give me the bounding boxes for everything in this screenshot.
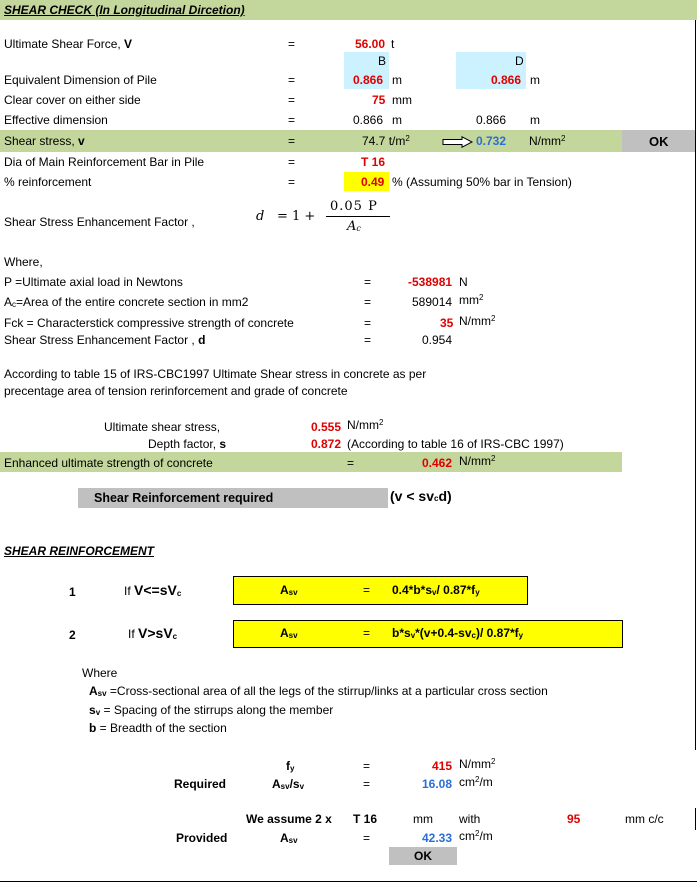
effective-dim-b-value: 0.866 — [353, 113, 384, 127]
provided-status: OK — [414, 849, 432, 863]
assume-spacing: 95 — [567, 812, 581, 826]
shear-force-label: Ultimate Shear Force, V — [4, 37, 133, 51]
case-2-lhs: $A_{sv}$ — [280, 626, 298, 640]
d-eq: = — [364, 333, 372, 347]
legend-asv: $A_{sv}$ =Cross-sectional area of all the legs of the stirrup/links at a particular cross section — [89, 684, 548, 698]
dia-bar-label: Dia of Main Reinforcement Bar in Pile — [4, 155, 205, 169]
legend-sv: $s_v$ = Spacing of the stirrups along the member — [89, 703, 334, 717]
case-1-num: 1 — [69, 585, 76, 599]
reinf-required-label: Shear Reinforcement required — [94, 491, 274, 505]
enhanced-eq: = — [347, 456, 355, 470]
assume-unit: mm — [413, 812, 433, 826]
effective-dim-d-unit: m — [530, 113, 540, 127]
right-border — [695, 20, 696, 750]
assume-label: We assume 2 x — [246, 812, 332, 826]
col-b-header: B — [378, 54, 387, 68]
depth-factor-label: Depth factor, s — [148, 437, 227, 451]
shear-stress-label: Shear stress, v — [4, 134, 85, 148]
case-1-cond: If $V<=sV_c$ — [124, 582, 182, 598]
ac-value: 589014 — [412, 295, 453, 309]
legend-heading: Where — [82, 666, 118, 680]
bottom-border — [0, 881, 697, 882]
clear-cover-label: Clear cover on either side — [4, 93, 141, 107]
case-1-rhs: $0.4*b*s_v/$ $0.87*f_y$ — [392, 583, 480, 597]
formula-one: = 1 + — [277, 209, 316, 224]
shear-force-value: 56.00 — [355, 37, 386, 51]
arrow-right-icon — [442, 136, 474, 148]
provided-value: 42.33 — [422, 831, 453, 845]
assume-with: with — [459, 812, 481, 826]
required-sym: $A_{sv}/s_v$ — [272, 777, 305, 791]
table-note-1: According to table 15 of IRS-CBC1997 Ultimate Shear stress in concrete as per — [4, 367, 427, 381]
ult-shear-label: Ultimate shear stress, — [104, 420, 221, 434]
formula-fraction-bar — [326, 216, 390, 217]
clear-cover-eq: = — [288, 93, 296, 107]
fck-label: Fck = Characterstick compressive strength of concrete — [4, 316, 294, 330]
case-1-lhs: $A_{sv}$ — [280, 583, 298, 597]
formula-num: 0.05 P — [330, 199, 378, 214]
section-title: SHEAR REINFORCEMENT — [4, 544, 155, 558]
table-note-2: precentage area of tension rerinforcement and grade of concrete — [4, 384, 348, 398]
case-1-formula-box — [233, 576, 528, 605]
page-title: SHEAR CHECK (In Longitudinal Dircetion) — [4, 3, 245, 17]
depth-factor-note: (According to table 16 of IRS-CBC 1997) — [347, 437, 564, 451]
legend-b: b = Breadth of the section — [89, 721, 227, 735]
shear-force-unit: t — [391, 37, 395, 51]
p-value: -538981 — [408, 275, 453, 289]
equiv-dim-b-unit: m — [392, 73, 402, 87]
percent-reinf-note: % (Assuming 50% bar in Tension) — [392, 175, 572, 189]
reinf-required-cond: $(v < sv_cd)$ — [390, 488, 452, 504]
required-value: 16.08 — [422, 777, 453, 791]
p-label: P =Ultimate axial load in Newtons — [4, 275, 183, 289]
ac-unit: $mm^2$ — [459, 293, 484, 307]
shear-stress-conv-value: 0.732 — [476, 134, 507, 148]
shear-stress-conv-unit: $N/mm^2$ — [529, 134, 566, 148]
assume-spacing-unit: mm c/c — [625, 812, 664, 826]
p-eq: = — [364, 275, 372, 289]
enhanced-unit: $N/mm^2$ — [459, 454, 496, 468]
effective-dim-b-unit: m — [392, 113, 402, 127]
case-2-num: 2 — [69, 628, 76, 642]
required-eq: = — [363, 777, 371, 791]
equiv-dim-eq: = — [288, 73, 296, 87]
effective-dim-eq: = — [288, 113, 296, 127]
case-2-eq: = — [363, 626, 371, 640]
dia-bar-eq: = — [288, 155, 296, 169]
enhanced-value: 0.462 — [422, 456, 453, 470]
ac-eq: = — [364, 295, 372, 309]
required-unit: $cm^2/m$ — [459, 775, 493, 789]
effective-dim-label: Effective dimension — [4, 113, 108, 127]
d-label: Shear Stress Enhancement Factor , d — [4, 333, 206, 347]
provided-eq: = — [363, 831, 371, 845]
formula-lhs: d — [256, 209, 265, 224]
shear-stress-eq: = — [288, 134, 296, 148]
depth-factor-value: 0.872 — [311, 437, 342, 451]
ult-shear-unit: $N/mm^2$ — [347, 418, 384, 432]
dia-bar-value: T 16 — [361, 155, 386, 169]
d-value: 0.954 — [422, 333, 453, 347]
percent-reinf-label: % reinforcement — [4, 175, 92, 189]
case-2-rhs: $b*s_v*(v+0.4-sv_c)/$ $0.87*f_y$ — [392, 626, 524, 640]
equiv-dim-d-unit: m — [530, 73, 540, 87]
ult-shear-value: 0.555 — [311, 420, 342, 434]
where-heading: Where, — [4, 255, 43, 269]
fck-unit: $N/mm^2$ — [459, 314, 496, 328]
shear-stress-value: 74.7 $t/m^2$ — [362, 134, 410, 148]
case-2-cond: If $V>sV_c$ — [128, 625, 178, 641]
provided-sym: $A_{sv}$ — [280, 831, 298, 845]
fy-eq: = — [363, 759, 371, 773]
fy-unit: $N/mm^2$ — [459, 757, 496, 771]
clear-cover-unit: mm — [392, 93, 412, 107]
fck-value: 35 — [440, 316, 454, 330]
fck-eq: = — [364, 316, 372, 330]
equiv-dim-b-value: 0.866 — [353, 73, 384, 87]
fy-value: 415 — [432, 759, 453, 773]
assume-right-border — [695, 808, 696, 830]
shear-stress-status: OK — [649, 134, 669, 149]
clear-cover-value: 75 — [372, 93, 386, 107]
p-unit: N — [459, 275, 468, 289]
ac-label: $A_c=Area$ of the entire concrete section in mm2 — [4, 295, 249, 309]
provided-label: Provided — [176, 831, 228, 845]
case-1-eq: = — [363, 583, 371, 597]
required-label: Required — [174, 777, 227, 791]
formula-den: $A_c$ — [347, 219, 361, 234]
equiv-dim-d-value: 0.866 — [491, 73, 522, 87]
enh-factor-label: Shear Stress Enhancement Factor , — [4, 215, 195, 229]
effective-dim-d-value: 0.866 — [476, 113, 507, 127]
provided-unit: $cm^2/m$ — [459, 829, 493, 843]
percent-reinf-eq: = — [288, 175, 296, 189]
assume-bar: T 16 — [353, 812, 378, 826]
fy-sym: $f_y$ — [286, 759, 295, 773]
enhanced-label: Enhanced ultimate strength of concrete — [4, 456, 213, 470]
shear-force-eq: = — [288, 37, 296, 51]
col-d-header: D — [515, 54, 524, 68]
percent-reinf-value: 0.49 — [361, 175, 385, 189]
equiv-dim-label: Equivalent Dimension of Pile — [4, 73, 157, 87]
